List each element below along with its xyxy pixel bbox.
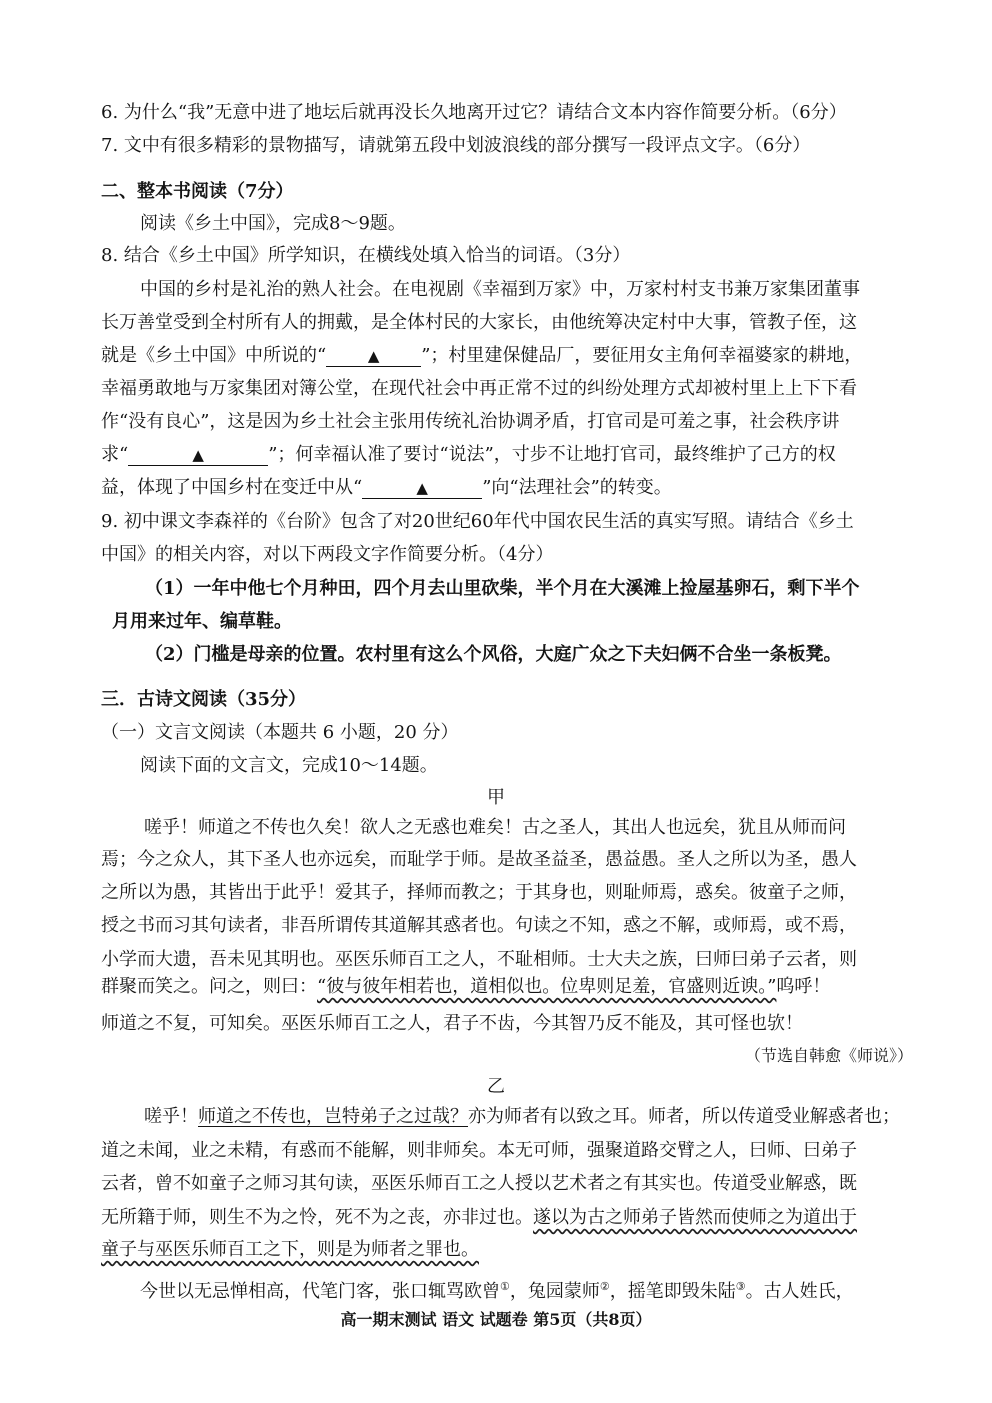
fill-blank-3[interactable] bbox=[362, 478, 482, 499]
q8-text: 求“ bbox=[101, 444, 129, 465]
q8-paragraph-line bbox=[101, 476, 992, 500]
passage-text: ，兔园蒙师 bbox=[509, 1281, 600, 1302]
excerpt-1: （1）一年中他七个月种田，四个月去山里砍柴，半个月在大溪滩上捡屋基卵石，剩下半个 bbox=[145, 578, 860, 599]
passage-text: 嗟乎！ bbox=[144, 1106, 198, 1127]
excerpt-2: （2）门槛是母亲的位置。农村里有这么个风俗，大庭广众之下夫妇俩不合坐一条板凳。 bbox=[145, 644, 842, 665]
passage-text: 呜呼！ bbox=[776, 976, 831, 997]
passage-text: 群聚而笑之。问之，则曰： bbox=[101, 976, 317, 997]
passage-jia-title: 甲 bbox=[487, 787, 505, 808]
question-7: 7. 文中有很多精彩的景物描写，请就第五段中划波浪线的部分撰写一段评点文字。（6分） bbox=[101, 135, 811, 156]
q8-text: 就是《乡土中国》中所说的“ bbox=[101, 345, 327, 366]
triangle-marker-icon: ▲ bbox=[192, 446, 204, 464]
passage-yi-line bbox=[101, 1238, 992, 1262]
underlined-text: 师道之不传也，岂特弟子之过哉？ bbox=[198, 1106, 468, 1127]
q8-text: ”向“法理社会”的转变。 bbox=[482, 477, 672, 498]
section-2-heading: 二、整本书阅读（7分） bbox=[101, 181, 294, 202]
passage-jia-line: 小学而大遗，吾未见其明也。巫医乐师百工之人，不耻相师。士大夫之族，曰师曰弟子云者，则 bbox=[101, 949, 857, 970]
q8-paragraph-line: 长万善堂受到全村所有人的拥戴，是全体村民的大家长，由他统筹决定村中大事，管教子侄，这 bbox=[101, 312, 857, 333]
passage-yi-line bbox=[144, 1105, 992, 1129]
passage-jia-line: 焉；今之众人，其下圣人也亦远矣，而耻学于师。是故圣益圣，愚益愚。圣人之所以为圣，愚人 bbox=[101, 849, 857, 870]
passage-text: 。古人姓氏， bbox=[745, 1281, 854, 1302]
fill-blank-1[interactable] bbox=[326, 346, 421, 367]
passage-yi-line: 云者，曾不如童子之师习其句读，巫医乐师百工之人授以艺术者之有其实也。传道受业解惑，既 bbox=[101, 1173, 857, 1194]
section-3-sub1: （一）文言文阅读（本题共 6 小题，20 分） bbox=[101, 722, 459, 743]
triangle-marker-icon: ▲ bbox=[416, 479, 428, 497]
q8-paragraph-line bbox=[101, 344, 992, 368]
footnote-ref: ③ bbox=[735, 1280, 746, 1293]
triangle-marker-icon: ▲ bbox=[367, 347, 380, 365]
question-9: 9. 初中课文李森祥的《台阶》包含了对20世纪60年代中国农民生活的真实写照。请结合《乡土 bbox=[101, 511, 854, 532]
q8-paragraph-line bbox=[101, 443, 992, 467]
footnote-ref: ① bbox=[500, 1280, 510, 1293]
passage-yi-title: 乙 bbox=[487, 1076, 505, 1097]
passage-yi-line: 道之未闻，业之未精，有惑而不能解，则非师矣。本无可师，强聚道路交臂之人，曰师、曰弟子 bbox=[101, 1140, 857, 1161]
passage-text: 今世以无忌惮相高，代笔门客，张口辄骂欧曾 bbox=[140, 1281, 500, 1302]
section-3-intro: 阅读下面的文言文，完成10～14题。 bbox=[140, 755, 438, 776]
fill-blank-2[interactable] bbox=[128, 445, 268, 466]
passage-jia-source: （节选自韩愈《师说》） bbox=[744, 1046, 913, 1065]
footnote-ref: ② bbox=[599, 1280, 610, 1293]
question-8: 8. 结合《乡土中国》所学知识，在横线处填入恰当的词语。（3分） bbox=[101, 245, 631, 266]
passage-yi-line bbox=[140, 1275, 992, 1304]
wavy-underlined-text: 童子与巫医乐师百工之下，则是为师者之罪也。 bbox=[101, 1239, 479, 1260]
question-6: 6. 为什么“我”无意中进了地坛后就再没长久地离开过它？请结合文本内容作简要分析。（6分） bbox=[101, 102, 847, 123]
question-9-cont: 中国》的相关内容，对以下两段文字作简要分析。（4分） bbox=[101, 544, 554, 565]
excerpt-1-cont: 月用来过年、编草鞋。 bbox=[112, 611, 292, 632]
passage-jia-line: 嗟乎！师道之不传也久矣！欲人之无惑也难矣！古之圣人，其出人也远矣，犹且从师而问 bbox=[144, 817, 846, 838]
q8-text: ”；何幸福认准了要讨“说法”，寸步不让地打官司，最终维护了己方的权 bbox=[268, 444, 836, 465]
section-3-heading: 三．古诗文阅读（35分） bbox=[101, 689, 307, 710]
q8-paragraph-line: 作“没有良心”，这是因为乡土社会主张用传统礼治协调矛盾，打官司是可羞之事，社会秩序讲 bbox=[101, 411, 840, 432]
section-2-intro: 阅读《乡土中国》，完成8～9题。 bbox=[140, 213, 406, 234]
page-footer: 高一期末测试 语文 试题卷 第5页（共8页） bbox=[340, 1310, 652, 1329]
passage-jia-line bbox=[101, 975, 992, 999]
passage-yi-line bbox=[101, 1206, 992, 1230]
q8-paragraph-line: 中国的乡村是礼治的熟人社会。在电视剧《幸福到万家》中，万家村村支书兼万家集团董事 bbox=[140, 279, 860, 300]
passage-text: ，摇笔即毁朱陆 bbox=[609, 1281, 736, 1302]
q8-paragraph-line: 幸福勇敢地与万家集团对簿公堂，在现代社会中再正常不过的纠纷处理方式却被村里上上下下看 bbox=[101, 378, 857, 399]
q8-text: 益，体现了中国乡村在变迁中从“ bbox=[101, 477, 363, 498]
wavy-underlined-text: 遂以为古之师弟子皆然而使师之为道出于 bbox=[533, 1207, 857, 1228]
passage-jia-line: 之所以为愚，其皆出于此乎！爱其子，择师而教之；于其身也，则耻师焉，惑矣。彼童子之师， bbox=[101, 882, 857, 903]
passage-jia-line: 授之书而习其句读者，非吾所谓传其道解其惑者也。句读之不知，惑之不解，或师焉，或不焉， bbox=[101, 915, 857, 936]
wavy-underlined-text: “彼与彼年相若也，道相似也。位卑则足羞，官盛则近谀。” bbox=[317, 976, 777, 997]
q8-text: ”；村里建保健品厂，要征用女主角何幸福婆家的耕地， bbox=[421, 345, 863, 366]
passage-text: 亦为师者有以致之耳。师者，所以传道受业解惑者也； bbox=[468, 1106, 900, 1127]
passage-text: 无所籍于师，则生不为之怜，死不为之丧，亦非过也。 bbox=[101, 1207, 533, 1228]
passage-jia-line: 师道之不复，可知矣。巫医乐师百工之人，君子不齿，今其智乃反不能及，其可怪也欤！ bbox=[101, 1013, 803, 1034]
